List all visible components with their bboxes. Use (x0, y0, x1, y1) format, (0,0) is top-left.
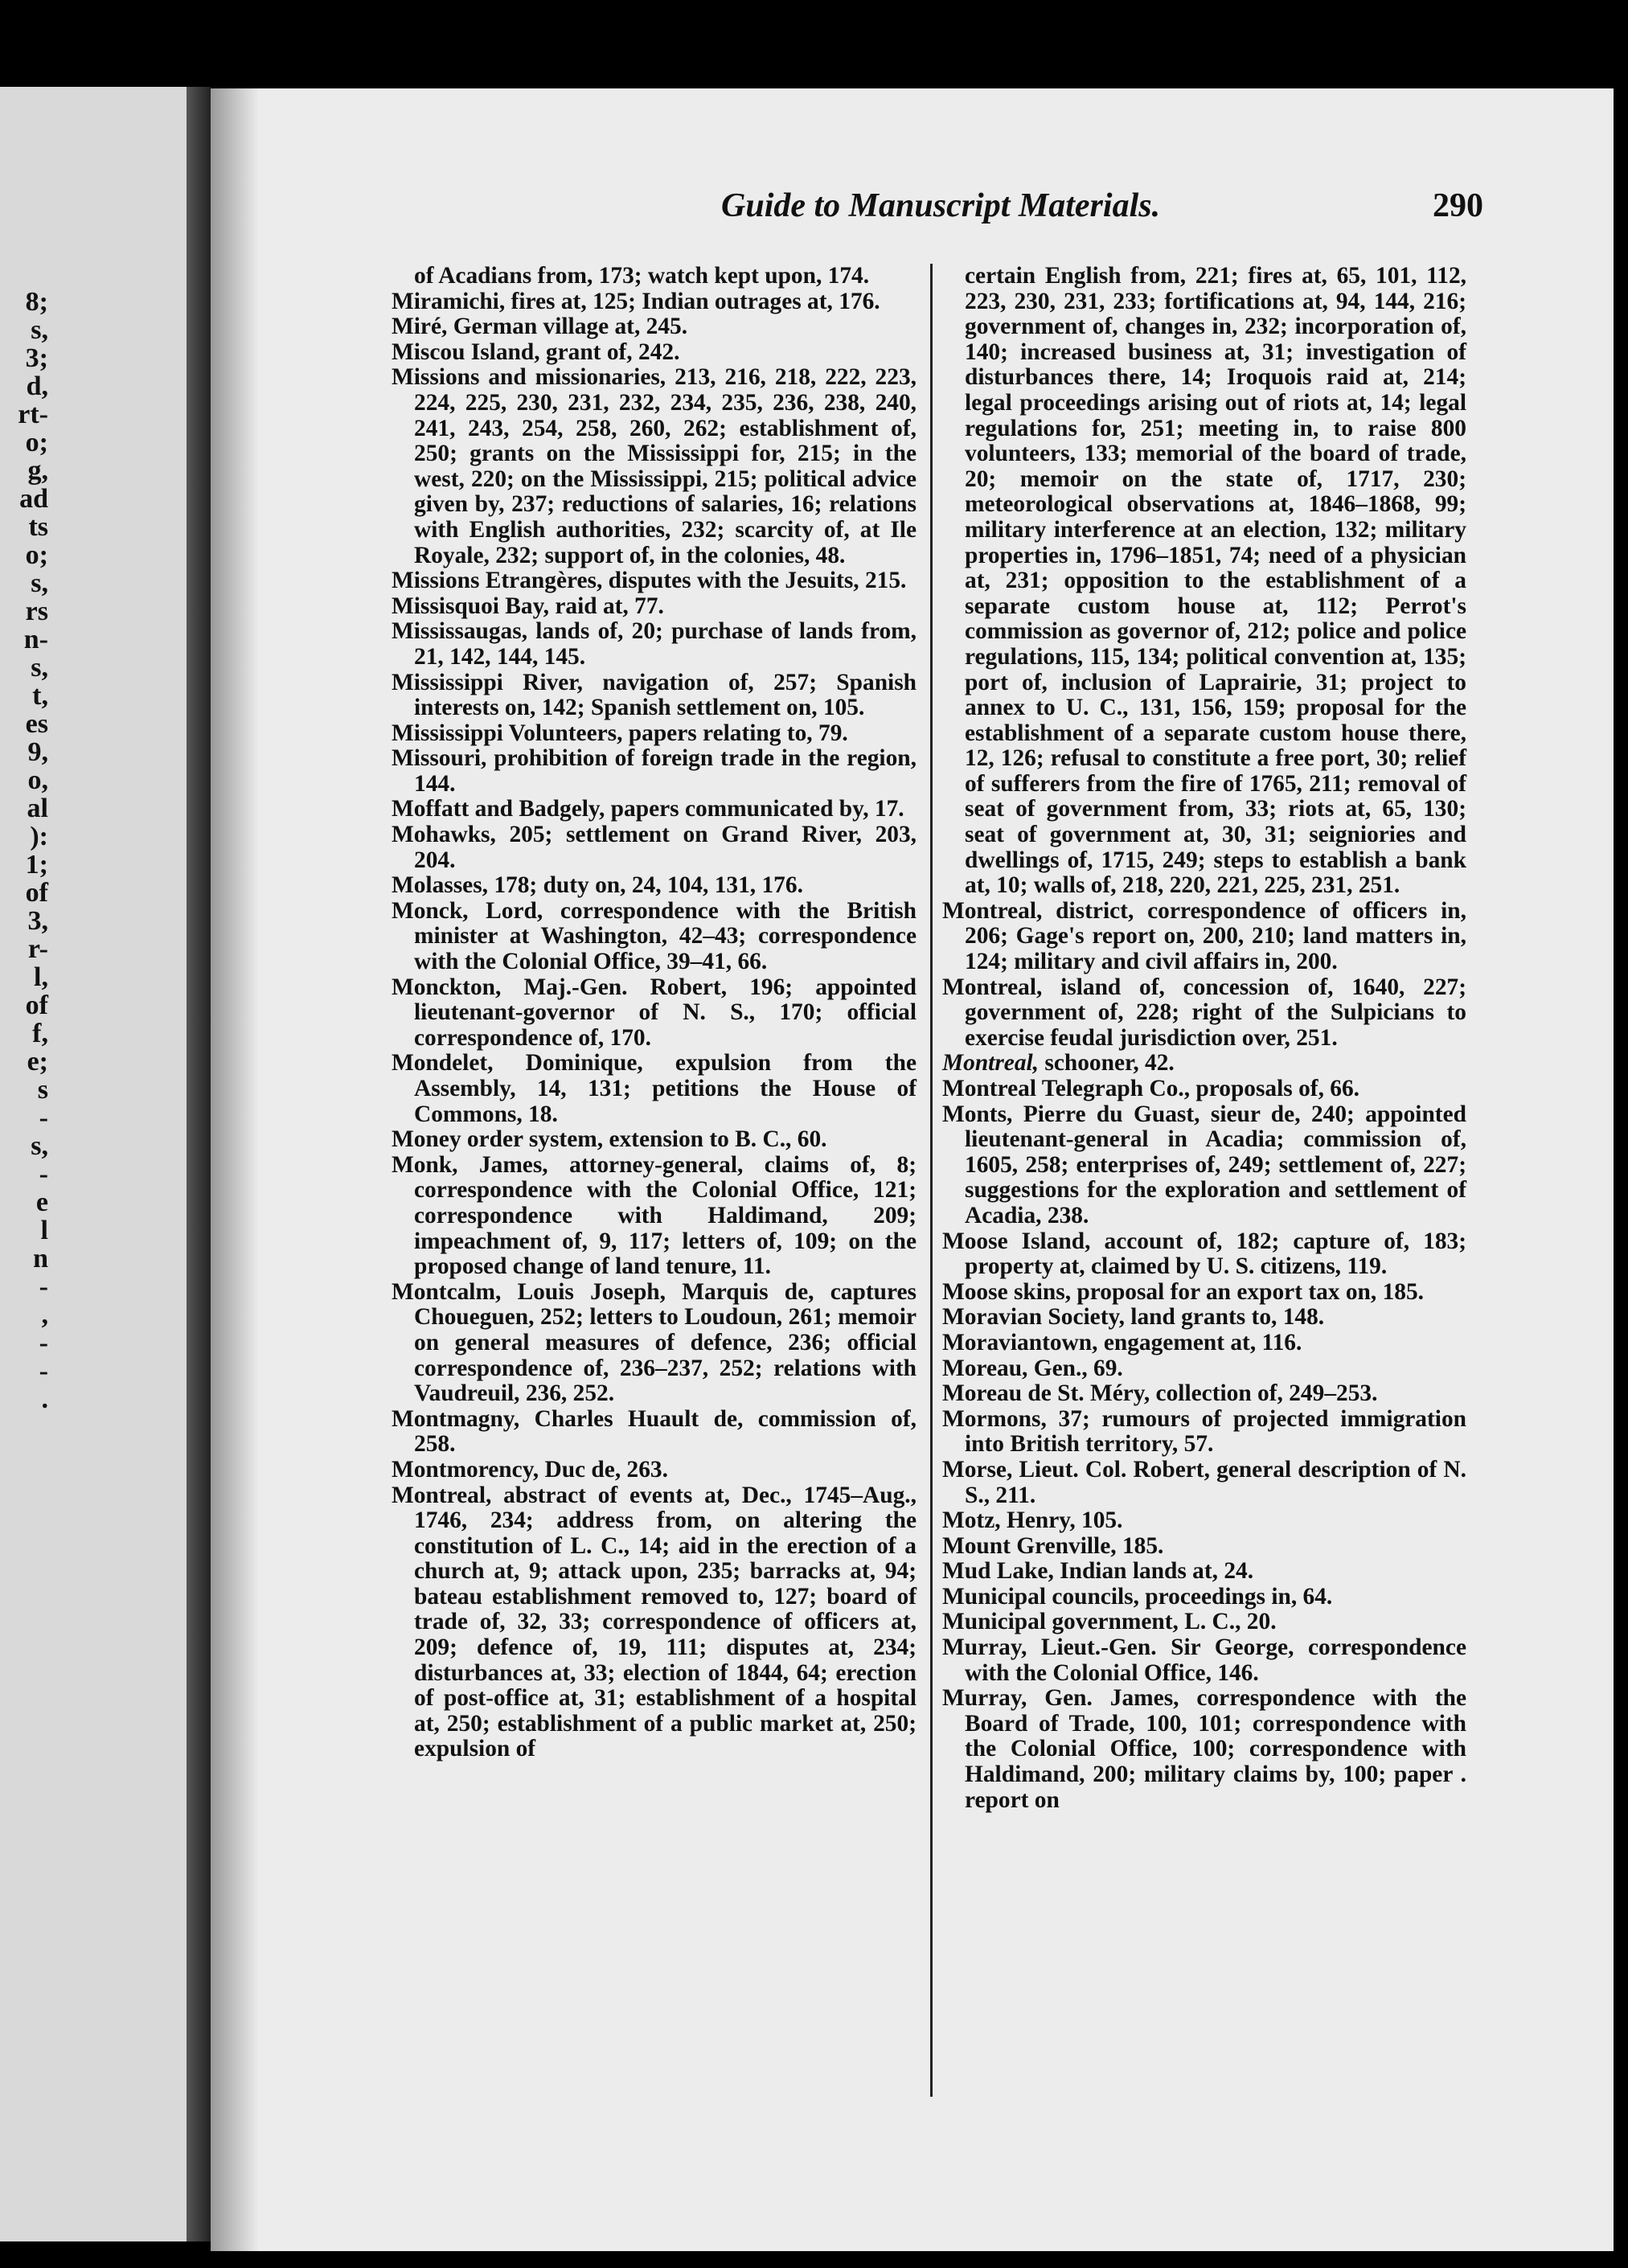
index-entry-text: Municipal government, L. C., 20. (942, 1609, 1277, 1635)
index-entry (942, 1407, 1466, 1458)
index-entry-text: certain English from, 221; fires at, 65, 101, 112, 223, 230, 231, 233; fortifications at, 94, 144, 216; government of, changes in, 232; incorporation of, 140; increased business at, 31; investigation of disturbances there, 14; Iroquois raid at, 214; legal proceedings arising out of riots at, 14; legal regulations for, 251; meeting in, to raise 800 volunteers, 133; memorial of the board of trade, 20; memoir on the state of, 1717, 230; meteorological observations at, 1846–1868, 99; military interference at an election, 132; military properties in, 1796–1851, 74; need of a physician at, 231; opposition to the establishment of a separate custom house at, 112; Perrot's commission as governor of, 212; police and police regulations, 115, 134; political convention at, 135; port of, inclusion of Laprairie, 31; project to annex to U. C., 131, 156, 159; proposal for the establishment of a separate custom house there, 12, 126; refusal to constitute a free port, 30; relief of sufferers from the fire of 1765, 211; removal of seat of government from, 33; riots at, 65, 130; seat of government at, 30, 31; seigniories and dwellings of, 1715, 249; steps to establish a bank at, 10; walls of, 218, 220, 221, 225, 231, 251. (965, 263, 1466, 899)
left-page-fragment: l (40, 1216, 48, 1245)
index-entry (942, 899, 1466, 975)
index-entry (392, 340, 917, 366)
index-entry-text: Missions Etrangères, disputes with the Jesuits, 215. (392, 568, 907, 594)
left-page-fragment: - (39, 1159, 48, 1189)
index-entry (392, 1280, 917, 1407)
index-column-right (942, 264, 1466, 1813)
index-entry-text: schooner, 42. (1039, 1050, 1175, 1077)
left-page-fragment: n- (23, 625, 48, 654)
index-entry (392, 594, 917, 620)
left-page-fragment: 3, (27, 906, 48, 936)
index-entry (942, 1585, 1466, 1610)
left-page-fragment: of (25, 990, 48, 1020)
index-entry (392, 899, 917, 975)
index-column-left (392, 264, 917, 1762)
index-entry-text: Miramichi, fires at, 125; Indian outrages at, 176. (392, 288, 880, 314)
index-entry-text: Monck, Lord, correspondence with the British minister at Washington, 42–43; correspondence with the Colonial Office, 39–41, 66. (392, 897, 917, 975)
index-entry-text: Murray, Gen. James, correspondence with the Board of Trade, 100, 101; correspondence with the Colonial Office, 100; correspondence with Haldimand, 200; military claims by, 100; paper . report on (942, 1685, 1466, 1813)
index-entry-text: of Acadians from, 173; watch kept upon, 174. (414, 263, 870, 289)
left-page-fragment: ): (30, 822, 48, 851)
index-entry-text: Missouri, prohibition of foreign trade in the region, 144. (392, 745, 917, 797)
index-entry (392, 822, 917, 873)
left-page-fragment: ad (19, 484, 48, 514)
index-entry (392, 1051, 917, 1127)
left-page-fragment: s, (31, 653, 48, 683)
index-entry (392, 1483, 917, 1763)
left-page-fragment: o; (25, 428, 48, 457)
index-entry-text: Mount Grenville, 185. (942, 1532, 1164, 1559)
index-entry (942, 1331, 1466, 1356)
index-entry (392, 264, 917, 289)
left-page-fragment: of (25, 878, 48, 908)
index-entry-text: Montmorency, Duc de, 263. (392, 1456, 668, 1483)
index-entry-text: Moffatt and Badgely, papers communicated by, 17. (392, 796, 904, 822)
left-page-fragment: ts (28, 512, 48, 542)
left-page-fragment: s, (31, 315, 48, 345)
index-entry-text: Municipal councils, proceedings in, 64. (942, 1583, 1333, 1610)
left-page-fragment: - (39, 1272, 48, 1302)
left-page-fragment: rs (25, 597, 48, 626)
index-entry (942, 1305, 1466, 1331)
left-page-fragment: 9, (27, 737, 48, 767)
left-page-fragment: s, (31, 568, 48, 598)
left-page-fragment: e; (27, 1047, 48, 1077)
index-entry (392, 797, 917, 822)
index-entry (392, 873, 917, 899)
index-entry-text: Murray, Lieut.-Gen. Sir George, correspondence with the Colonial Office, 146. (942, 1634, 1466, 1686)
index-entry (942, 1559, 1466, 1585)
index-entry-text: Monts, Pierre du Guast, sieur de, 240; appointed lieutenant-general in Acadia; commission of, 1605, 258; enterprises of, 249; settlement of, 227; suggestions for the exploration and settlement of Acadia, 238. (942, 1101, 1466, 1228)
index-entry-text: Mud Lake, Indian lands at, 24. (942, 1558, 1254, 1585)
index-entry (942, 1610, 1466, 1635)
index-entry (392, 289, 917, 315)
index-entry-text: Moraviantown, engagement at, 116. (942, 1329, 1302, 1355)
left-page-fragment: d, (26, 371, 48, 401)
index-entry (942, 1534, 1466, 1560)
index-entry (392, 1153, 917, 1280)
left-page-fragment: , (41, 1300, 48, 1330)
index-entry (942, 1458, 1466, 1508)
index-entry-text: Molasses, 178; duty on, 24, 104, 131, 176. (392, 872, 803, 899)
index-entry-text: Miscou Island, grant of, 242. (392, 338, 680, 365)
left-page-fragment: 3; (25, 343, 48, 373)
book-gutter (187, 87, 211, 2241)
left-page-fragment: g, (27, 456, 48, 486)
left-page-fragment: . (41, 1384, 48, 1414)
left-page-fragment: s, (31, 1131, 48, 1161)
left-page-fragment: s (37, 1075, 48, 1105)
index-entry (942, 1229, 1466, 1280)
left-page-fragment: es (25, 709, 48, 739)
index-entry (942, 1051, 1466, 1077)
index-entry-text: Mississippi River, navigation of, 257; Spanish interests on, 142; Spanish settlement on, 105. (392, 669, 917, 721)
index-entry-text: Mondelet, Dominique, expulsion from the Assembly, 14, 131; petitions the House of Commons, 18. (392, 1050, 917, 1127)
left-page-fragment: o, (27, 765, 48, 795)
left-page-fragment: al (27, 794, 48, 823)
index-entry-text: Miré, German village at, 245. (392, 314, 688, 340)
index-entry-heading: Montreal, (942, 1050, 1040, 1077)
index-entry-text: Montreal, abstract of events at, Dec., 1745–Aug., 1746, 234; address from, on altering the constitution of L. C., 14; aid in the erection of a church at, 9; attack upon, 235; barracks at, 94; bateau establishment removed to, 127; board of trade of, 32, 33; correspondence of officers at, 209; defence of, 19, 111; disputes at, 234; disturbances at, 33; election of 1844, 64; erection of post-office at, 31; establishment of a hospital at, 250; establishment of a public market at, 250; expulsion of (392, 1482, 917, 1762)
index-entry-text: Morse, Lieut. Col. Robert, general description of N. S., 211. (942, 1456, 1466, 1508)
column-divider (930, 264, 933, 2097)
index-entry-text: Montcalm, Louis Joseph, Marquis de, captures Choueguen, 252; letters to Loudoun, 261; memoir on general measures of defence, 236; official correspondence of, 236–237, 252; relations with Vaudreuil, 236, 252. (392, 1278, 917, 1407)
index-entry-text: Montreal Telegraph Co., proposals of, 66. (942, 1076, 1359, 1101)
left-page-fragment: 1; (25, 850, 48, 880)
left-page-fragment: t, (32, 681, 48, 711)
index-page (211, 88, 1614, 2251)
index-entry (392, 975, 917, 1052)
left-facing-page (0, 87, 187, 2241)
left-page-text-fragments (0, 288, 48, 1413)
index-entry (942, 1635, 1466, 1686)
index-entry (942, 264, 1466, 899)
left-page-fragment: r- (27, 934, 48, 964)
index-entry (392, 1458, 917, 1483)
index-entry (942, 1280, 1466, 1306)
left-page-fragment: o; (25, 540, 48, 570)
left-page-fragment: f, (32, 1019, 48, 1048)
index-entry (392, 1127, 917, 1153)
index-entry-text: Moose skins, proposal for an export tax on, 185. (942, 1278, 1425, 1305)
left-page-fragment: - (39, 1103, 48, 1133)
index-entry (392, 314, 917, 340)
index-entry-text: Montmagny, Charles Huault de, commission of, 258. (392, 1405, 917, 1458)
left-page-fragment: l, (34, 962, 48, 992)
index-entry-text: Montreal, district, correspondence of officers in, 206; Gage's report on, 200, 210; land matters in, 124; military and civil affairs in, 200. (942, 897, 1466, 975)
index-entry (942, 975, 1466, 1052)
left-page-fragment: rt- (18, 400, 48, 429)
index-entry (392, 365, 917, 568)
index-entry-text: Moreau, Gen., 69. (942, 1355, 1123, 1381)
index-entry-text: Moose Island, account of, 182; capture of, 183; property at, claimed by U. S. citizens, 119. (942, 1228, 1466, 1280)
index-entry (942, 1381, 1466, 1407)
index-entry-text: Mississippi Volunteers, papers relating to, 79. (392, 720, 848, 746)
index-entry (942, 1102, 1466, 1229)
index-entry-text: Missisquoi Bay, raid at, 77. (392, 593, 664, 619)
page-number: 290 (1433, 187, 1483, 224)
page-shadow (211, 88, 259, 2251)
index-entry (392, 721, 917, 747)
index-entry-text: Moravian Society, land grants to, 148. (942, 1304, 1325, 1331)
index-entry (392, 568, 917, 594)
left-page-fragment: 8; (25, 287, 48, 317)
index-entry-text: Mormons, 37; rumours of projected immigration into British territory, 57. (942, 1405, 1466, 1458)
index-entry (392, 619, 917, 670)
index-entry (392, 746, 917, 797)
index-entry-text: Monk, James, attorney-general, claims of, 8; correspondence with the Colonial Office, 121; correspondence with Haldimand, 209; impeachment of, 9, 117; letters of, 109; on the proposed change of land tenure, 11. (392, 1151, 917, 1280)
index-entry-text: Monckton, Maj.-Gen. Robert, 196; appointed lieutenant-governor of N. S., 170; official correspondence of, 170. (392, 974, 917, 1051)
index-entry-text: Missions and missionaries, 213, 216, 218, 222, 223, 224, 225, 230, 231, 232, 234, 235, 236, 238, 240, 241, 243, 254, 258, 260, 262; establishment of, 250; grants on the Mississippi for, 215; in the west, 220; on the Mississippi, 215; political advice given by, 237; reductions of salaries, 16; relations with English authorities, 232; scarcity of, at Ile Royale, 232; support of, in the colonies, 48. (392, 364, 917, 568)
index-entry (942, 1077, 1466, 1102)
index-entry-text: Moreau de St. Méry, collection of, 249–253. (942, 1380, 1378, 1407)
index-entry (392, 1407, 917, 1458)
left-page-fragment: e (35, 1187, 48, 1217)
index-entry-text: Motz, Henry, 105. (942, 1507, 1123, 1534)
left-page-fragment: n (33, 1244, 48, 1273)
left-page-fragment: - (39, 1328, 48, 1358)
index-entry-text: Montreal, island of, concession of, 1640, 227; government of, 228; right of the Sulpicians to exercise feudal jurisdiction over, 251. (942, 974, 1466, 1051)
index-entry (392, 671, 917, 721)
index-entry-text: Mississaugas, lands of, 20; purchase of lands from, 21, 142, 144, 145. (392, 618, 917, 670)
index-entry (942, 1508, 1466, 1534)
index-entry (942, 1686, 1466, 1813)
index-entry (942, 1356, 1466, 1382)
index-entry-text: Mohawks, 205; settlement on Grand River, 203, 204. (392, 822, 917, 873)
running-header-title: Guide to Manuscript Materials. (721, 187, 1161, 224)
left-page-fragment: - (39, 1356, 48, 1386)
index-entry-text: Money order system, extension to B. C., 60. (392, 1126, 827, 1153)
